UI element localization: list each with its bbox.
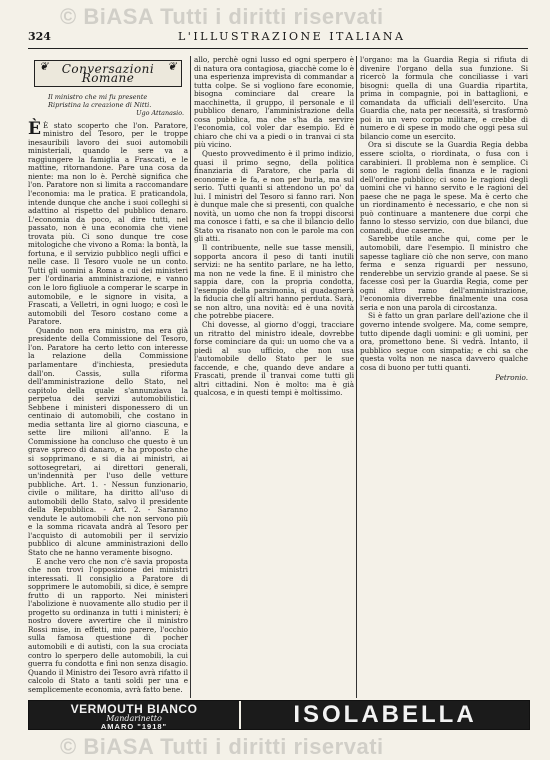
text-column-2 bbox=[194, 56, 354, 698]
paragraph: allo, perchè ogni lusso ed ogni sperpero è di natura ora contagiosa, giacchè come lo è una esperienza imprevista di commandar a tutta colpe. Se si vogliono fare economie, bisogna cominciare dal creare la macchinetta, il gruppo, il personale e il pubblico denaro, l'amministrazione della cosa pubblica, ma che s'ha da servire l'economia, col voler dar esempio. Ed è chiaro che chi va a piedi o in tranvai ci sta più vicino. bbox=[194, 56, 354, 150]
ad-vermouth-maker: Mandarinetto bbox=[106, 714, 162, 723]
author-signature: Petronio. bbox=[495, 373, 528, 383]
paragraph: Sarebbe utile anche qui, come per le automobili, dare l'esempio. Il ministro che sapesse tagliare ciò che non serve, con mano ferma e senza riguardi per nessuno, renderebbe un servizio grande al paese. Se si facesse così per la Guardia Regia, come per ogni altro ramo dell'amministrazione, l'economia diverrebbe finalmente una cosa seria e non una parola di circostanza. bbox=[360, 234, 528, 312]
paragraph: Il contribuente, nelle sue tasse mensili, sopporta ancora il peso di tanti inutili servizi: ne ha sentito parlare, ne ha letto, ma non ne vede la fine. E il ministro che sappia dare, con la propria condotta, l'esempio della parsimonia, si guadagnerà la fiducia che gli altri hanno perduta. Sarà, se non altro, una novità: ed è una novità che potrebbe piacere. bbox=[194, 243, 354, 321]
paragraph: E anche vero che non c'è savia proposta che non trovi l'opposizione dei ministri interessati. Il consiglio a Paratore di sopprimere le automobili, si dice, è sempre frutto di un rapporto. Nei ministeri l'abolizione è nuovamente allo studio per il progetto su ordinanza in tutti i ministeri; è nostro dovere avvertire che il ministro Rossi mise, in effetti, mio parere, l'occhio sulla famosa questione di pocher automobili e di autisti, con la sua crociata contro lo sperpero delle automobili, la cui guerra fu condotta e finì non senza disagio. Quando il Ministro dei Tesoro avrà rifatto il calcolo di Stato a tanti soldi per una e semplicemente economia, avrà fatto bene. bbox=[28, 556, 188, 694]
column-divider-1 bbox=[190, 56, 191, 698]
ad-vermouth-brand: VERMOUTH BIANCO bbox=[70, 702, 198, 716]
text-column-3 bbox=[360, 56, 528, 698]
page-number: 324 bbox=[28, 30, 51, 43]
page-header bbox=[28, 30, 528, 46]
column-title-box bbox=[34, 60, 182, 87]
paragraph: Ora si discute se la Guardia Regia debba essere sciolta, o riordinata, o fusa con i carabinieri. Il problema non è semplice. Ci sono le ragioni della finanza e le ragioni dell'ordine pubblico; ci sono le ragioni degli uomini che vi hanno servito e le ragioni del paese che ne paga le spese. Ma è certo che un riordinamento è necessario, e che non si può continuare a mantenere due corpi che fanno lo stesso servizio, con due bilanci, due comandi, due caserme. bbox=[360, 140, 528, 235]
drop-cap: È bbox=[28, 118, 41, 139]
text-column-1 bbox=[28, 56, 188, 698]
epigraph: Il ministro che mi fu presente Ripristina la creazione di Nitti. bbox=[48, 93, 152, 110]
paragraph: l'organo: ma la Guardia Regia si rifiuta di divenire l'organo della sua funzione. Si ricercò la formula che conciliasse i vari bisogni: quella di una Guardia ripartita, prima in compagnie, poi in battaglioni, e comandata da ufficiali dell'esercito. Una Guardia che, nata per necessità, si trasformò poi in un vero corpo militare, e crebbe di numero e di spese in modo che oggi pesa sul bilancio come un esercito. bbox=[360, 56, 528, 141]
column-title: Conversazioni Romane bbox=[61, 62, 155, 85]
watermark-bottom: © BiASA Tutti i diritti riservati bbox=[60, 734, 384, 759]
header-rule bbox=[28, 48, 528, 49]
column-divider-2 bbox=[356, 56, 357, 698]
watermark-top: © BiASA Tutti i diritti riservati bbox=[60, 4, 384, 29]
paragraph bbox=[28, 118, 188, 327]
epigraph-author: Ugo Attanasio. bbox=[136, 109, 184, 118]
paragraph: Questo provvedimento è il primo indizio, quasi il primo segno, della politica finanziaria di Paratore, che parla di economie e le fa, e non per burla, ma sul serio. Tutti quanti si attendono un po' da lui. I ministri del Tesoro si fanno rari. Non è dunque male che si presenti, con qualche novità, un uomo che non fa troppi discorsi ma conosce i fatti, e sa che il bilancio dello Stato va risanato non con le parole ma con gli atti. bbox=[194, 149, 354, 244]
paragraph: Chi dovesse, al giorno d'oggi, tracciare un ritratto del ministro ideale, dovrebbe forse cominciare da qui: un uomo che va a piedi al suo ufficio, che non usa l'automobile dello Stato per le sue faccende, e che, quando deve andare a Frascati, prende il tranvai come tutti gli altri cittadini. Non è molto: ma è già qualcosa, e in questi tempi è moltissimo. bbox=[194, 319, 354, 398]
paragraph-text: È stato scoperto che l'on. Paratore, ministro del Tesoro, per le troppe inesauribili lavoro dei suoi automobili ministeriali, quando le sere va a raggiungere la famiglia a Frascati, e le mattine, ritornandone. Pare una cosa da niente: ma non lo è. Perchè significa che l'on. Paratore non si limita a raccomandare l'economia: ma le pratica. E praticandola, intende dunque che anche i suoi colleghi si adattino al rispetto del pubblico denaro. L'economia da poco, al dire tutti, nel passato, non è una economia che viene trovata più. Ci sono dunque tre cose mitologiche che vivono a Roma: la bontà, la fortuna, e il servizio pubblico negli uffici e nelle case. Il Tesoro vuole ne un conto. Tutti gli uomini a Roma a cui dei ministeri per l'ordinaria amministrazione, e vanno con le loro figliuole a comperar le scarpe in automobile, e le signore in visita, a Frascati, a Velletri, in ogni luogo; e così le automobili del Tesoro costano come a Paratore. bbox=[28, 120, 188, 327]
paragraph: Si è fatto un gran parlare dell'azione che il governo intende svolgere. Ma, come sempre, tutto dipende dagli uomini: e gli uomini, per ora, promettono bene. Si vedrà. Intanto, il pubblico segue con simpatia; e chi sa che questa volta non ne nasca davvero qualche cosa di buono per tutti quanti. bbox=[360, 311, 528, 372]
ad-vermouth-panel bbox=[29, 701, 239, 729]
ad-vermouth-product: AMARO "1918" bbox=[100, 722, 168, 731]
paragraph: Quando non era ministro, ma era già presidente della Commissione del Tesoro, l'on. Paratore ha certo letto con interesse la relazione della Commissione parlamentare d'inchiesta, presieduta dall'on. Cassis, sulla riforma dell'amministrazione dello Stato, nel capitolo della quale s'annunziava la perpetua dei servizi automobilistici. Sebbene i ministeri disponessero di un centinaio di automobili, che costano in media settanta lire al giorno ciascuna, e sette lire milioni all'anno. E la Commissione ha concluso che questo è un grave spreco di danaro, e ha proposto che si sopprimano, e si dia ai ministri, ai sottosegretari, ai direttori generali, un'indennità per l'uso delle vetture pubbliche. Art. 1. - Nessun funzionario, civile o militare, ha diritto all'uso di automobili dello Stato, salvo il presidente della Repubblica. - Art. 2. - Saranno vendute le automobili che non servono più e la somma ricavata andrà al Tesoro per l'acquisto di automobili per il servizio pubblico di alcune amministrazioni dello Stato che ne hanno veramente bisogno. bbox=[28, 325, 188, 557]
journal-title: L'ILLUSTRAZIONE ITALIANA bbox=[178, 30, 406, 43]
advertisement-banner bbox=[28, 700, 530, 730]
ad-isolabella-brand: ISOLABELLA bbox=[241, 701, 529, 729]
